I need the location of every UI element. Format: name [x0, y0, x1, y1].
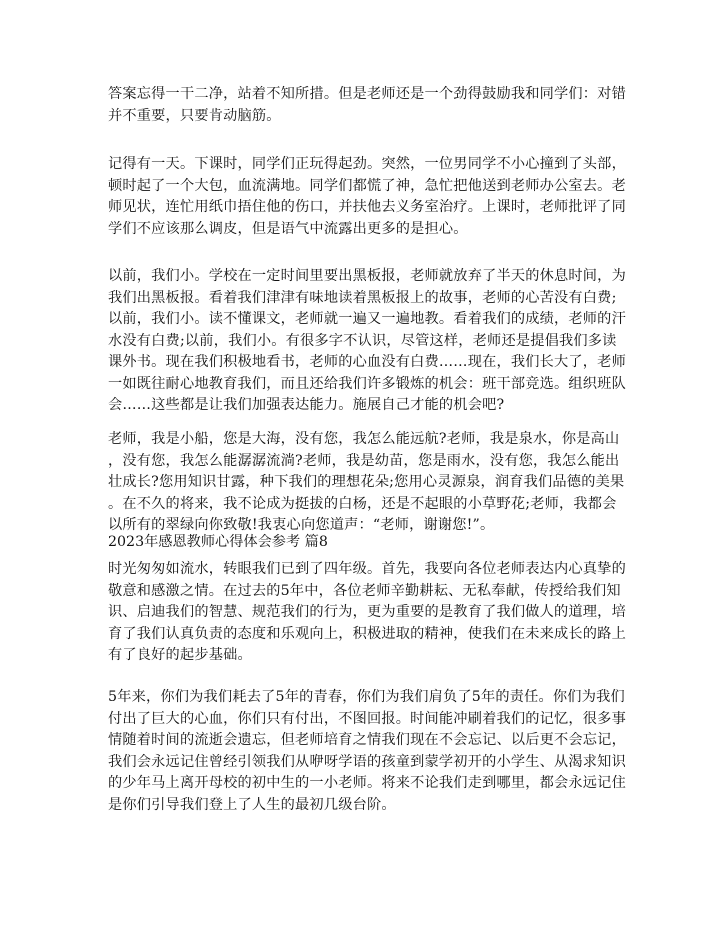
paragraph-6	[108, 687, 626, 816]
text-line: 老师，我是小船，您是大海，没有您，我怎么能远航?老师，我是泉水，你是高山	[108, 431, 620, 447]
text-line: 一如既往耐心地教育我们，而且还给我们许多锻炼的机会：班干部竞选。组织班队	[108, 375, 626, 392]
text-line: 的少年马上离开母校的初中生的一小老师。将来不论我们走到哪里，都会永远记住	[108, 775, 626, 791]
paragraph-3	[108, 266, 626, 417]
text-line: 记得有一天。下课时，同学们正玩得起劲。突然，一位男同学不小心撞到了头部，	[108, 156, 626, 172]
text-line: 以所有的翠绿向你致敬!我衷心向您道声：“老师，谢谢您!”。	[108, 517, 495, 533]
text-line: 会……这些都是让我们加强表达能力。施展自己才能的机会吧?	[108, 397, 505, 413]
paragraph-5	[108, 559, 626, 667]
text-line: 课外书。现在我们积极地看书，老师的心血没有白费……现在，我们长大了，老师	[108, 354, 626, 370]
text-line: 敬意和感激之情。在过去的5年中，各位老师辛勤耕耘、无私奉献，传授给我们知	[108, 582, 621, 599]
text-line: 。在不久的将来，我不论成为挺拔的白杨，还是不起眼的小草野花;老师，我都会	[108, 495, 617, 512]
text-line: 情随着时间的流逝会遗忘，但老师培育之情我们现在不会忘记、以后更不会忘记，	[108, 732, 626, 748]
text-line: 以前，我们小。读不懂课文，老师就一遍又一遍地教。看着我们的成绩，老师的汗	[108, 311, 626, 327]
text-line: 答案忘得一干二净，站着不知所措。但是老师还是一个劲得鼓励我和同学们：对错	[108, 86, 626, 102]
text-line: 有了良好的起步基础。	[108, 647, 252, 663]
paragraph-1	[108, 84, 626, 127]
text-line: 5年来，你们为我们耗去了5年的青春，你们为我们肩负了5年的责任。你们为我们	[108, 689, 625, 705]
text-line: ，没有您，我怎么能潺潺流淌?老师，我是幼苗，您是雨水，没有您，我怎么能出	[108, 452, 620, 469]
text-line: 识、启迪我们的智慧、规范我们的行为，更为重要的是教育了我们做人的道理，培	[108, 604, 626, 620]
text-line: 我们出黑板报。看着我们津津有味地读着黑板报上的故事，老师的心苦没有白费;	[108, 289, 617, 306]
text-line: 顿时起了一个大包，血流满地。同学们都慌了神，急忙把他送到老师办公室去。老	[108, 177, 626, 194]
text-line: 学们不应该那么调皮，但是语气中流露出更多的是担心。	[108, 220, 468, 237]
section-heading: 2023年感恩教师心得体会参考 篇8	[108, 534, 328, 550]
text-line: 壮成长?您用知识甘露，种下我们的理想花朵;您用心灵源泉，润育我们品德的美果	[108, 474, 625, 490]
paragraph-2	[108, 154, 626, 240]
text-line: 育了我们认真负责的态度和乐观向上，积极进取的精神，使我们在未来成长的路上	[108, 625, 626, 642]
text-line: 是你们引导我们登上了人生的最初几级台阶。	[108, 796, 396, 813]
text-line: 水没有白费;以前，我们小。有很多字不认识，尽管这样，老师还是提倡我们多读	[108, 332, 617, 349]
text-line: 以前，我们小。学校在一定时间里要出黑板报，老师就放弃了半天的休息时间，为	[108, 268, 626, 284]
text-line: 付出了巨大的心血，你们只有付出，不图回报。时间能冲刷着我们的记忆，很多事	[108, 710, 626, 727]
text-line: 时光匆匆如流水，转眼我们已到了四年级。首先，我要向各位老师表达内心真挚的	[108, 561, 626, 577]
paragraph-4	[108, 429, 625, 537]
text-line: 并不重要，只要肯动脑筋。	[108, 107, 281, 124]
text-line: 师见状，连忙用纸巾捂住他的伤口，并扶他去义务室治疗。上课时，老师批评了同	[108, 199, 626, 215]
text-line: 我们会永远记住曾经引领我们从咿呀学语的孩童到蒙学初开的小学生、从渴求知识	[108, 753, 626, 770]
